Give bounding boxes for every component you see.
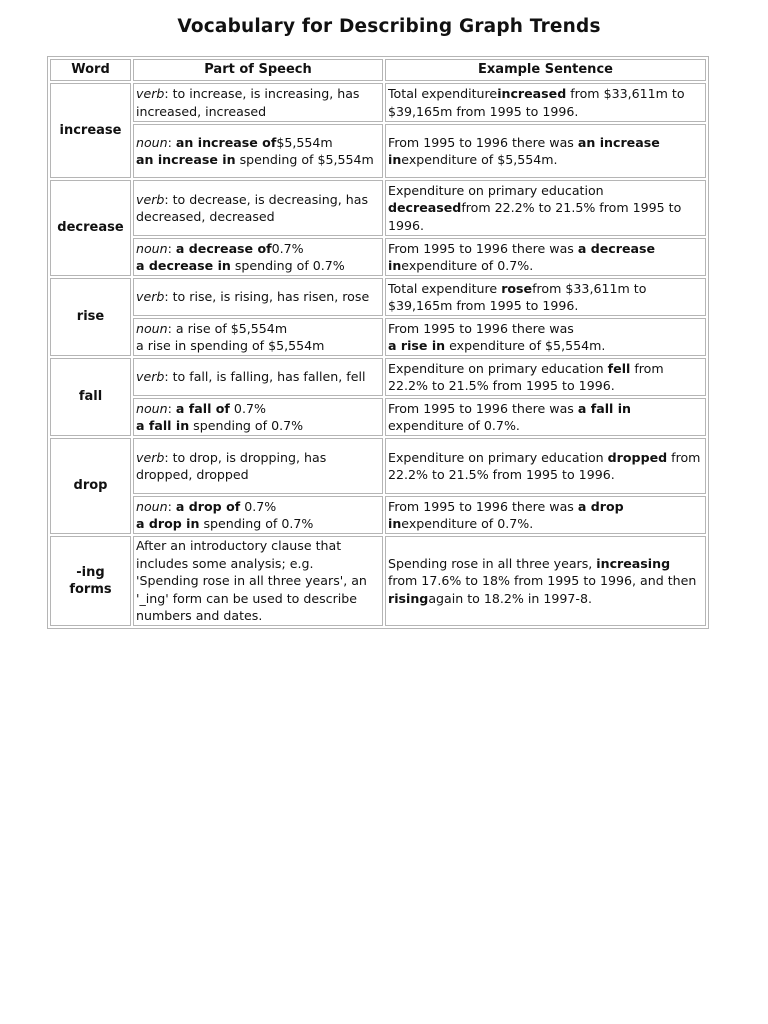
table-row [50, 496, 706, 534]
table-row [50, 438, 706, 494]
part-of-speech-cell: noun: a drop of 0.7% a drop in spending of 0.7% [133, 496, 383, 534]
word-cell: decrease [50, 180, 131, 276]
part-of-speech-cell: noun: an increase of$5,554m an increase in spending of $5,554m [133, 124, 383, 178]
table-row [50, 536, 706, 626]
part-of-speech-cell: After an introductory clause that includes some analysis; e.g. 'Spending rose in all three years', an '_ing' form can be used to describe numbers and dates. [133, 536, 383, 626]
example-sentence-cell: Spending rose in all three years, increasing from 17.6% to 18% from 1995 to 1996, and then risingagain to 18.2% in 1997-8. [385, 536, 706, 626]
table-row [50, 398, 706, 436]
table-row [50, 238, 706, 276]
table-row [50, 83, 706, 122]
example-sentence-cell: From 1995 to 1996 there was an increase inexpenditure of $5,554m. [385, 124, 706, 178]
table-row [50, 278, 706, 316]
column-header-part-of-speech: Part of Speech [133, 59, 383, 81]
vocabulary-table [47, 56, 709, 629]
example-sentence-cell: Expenditure on primary education decreasedfrom 22.2% to 21.5% from 1995 to 1996. [385, 180, 706, 236]
part-of-speech-cell: verb: to drop, is dropping, has dropped, dropped [133, 438, 383, 494]
part-of-speech-cell: verb: to fall, is falling, has fallen, fell [133, 358, 383, 396]
table-row [50, 318, 706, 356]
table-row [50, 124, 706, 178]
example-sentence-cell: From 1995 to 1996 there was a drop inexpenditure of 0.7%. [385, 496, 706, 534]
column-header-example-sentence: Example Sentence [385, 59, 706, 81]
part-of-speech-cell: noun: a decrease of0.7% a decrease in spending of 0.7% [133, 238, 383, 276]
example-sentence-cell: From 1995 to 1996 there was a rise in expenditure of $5,554m. [385, 318, 706, 356]
part-of-speech-cell: verb: to increase, is increasing, has increased, increased [133, 83, 383, 122]
table-row [50, 358, 706, 396]
table-row [50, 180, 706, 236]
example-sentence-cell: Expenditure on primary education dropped from 22.2% to 21.5% from 1995 to 1996. [385, 438, 706, 494]
example-sentence-cell: Total expenditureincreased from $33,611m to $39,165m from 1995 to 1996. [385, 83, 706, 122]
part-of-speech-cell: verb: to decrease, is decreasing, has decreased, decreased [133, 180, 383, 236]
part-of-speech-cell: noun: a fall of 0.7% a fall in spending of 0.7% [133, 398, 383, 436]
example-sentence-cell: From 1995 to 1996 there was a decrease inexpenditure of 0.7%. [385, 238, 706, 276]
example-sentence-cell: From 1995 to 1996 there was a fall in expenditure of 0.7%. [385, 398, 706, 436]
example-sentence-cell: Total expenditure rosefrom $33,611m to $39,165m from 1995 to 1996. [385, 278, 706, 316]
part-of-speech-cell: verb: to rise, is rising, has risen, rose [133, 278, 383, 316]
page-title: Vocabulary for Describing Graph Trends [177, 16, 601, 37]
example-sentence-cell: Expenditure on primary education fell from 22.2% to 21.5% from 1995 to 1996. [385, 358, 706, 396]
word-cell: increase [50, 83, 131, 178]
part-of-speech-cell: noun: a rise of $5,554m a rise in spending of $5,554m [133, 318, 383, 356]
word-cell: -ing forms [50, 536, 131, 626]
word-cell: rise [50, 278, 131, 356]
word-cell: drop [50, 438, 131, 534]
column-header-word: Word [50, 59, 131, 81]
header-row [50, 59, 706, 81]
word-cell: fall [50, 358, 131, 436]
